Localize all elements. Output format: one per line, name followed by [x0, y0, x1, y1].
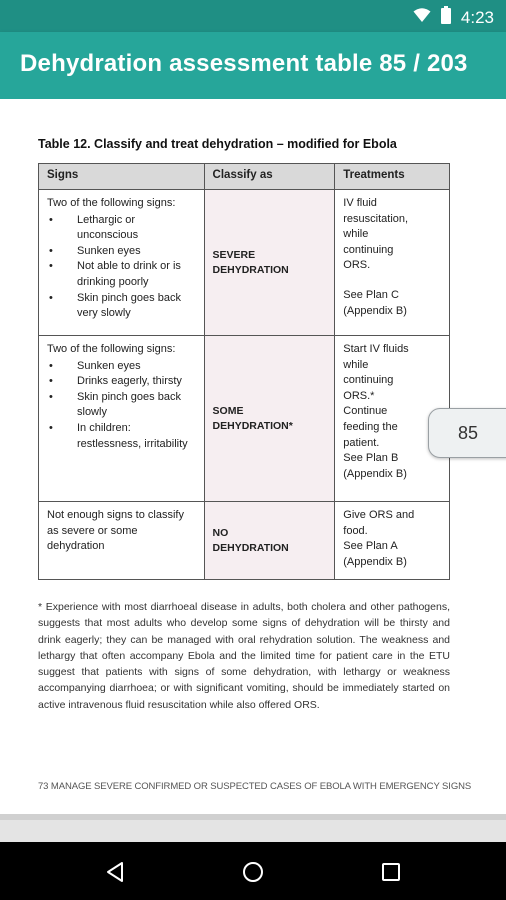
list-item: • Skin pinch goes back slowly	[47, 390, 196, 421]
treatment-line: IV fluid	[343, 197, 377, 209]
app-bar	[0, 32, 506, 99]
treatment-line: ORS.	[343, 259, 371, 272]
treatment-line: Start IV fluids	[343, 343, 409, 355]
treatment-line: Give ORS and	[343, 509, 415, 521]
treatments-cell	[335, 502, 450, 580]
treatment-line: patient.	[343, 436, 380, 449]
list-item: • Skin pinch goes back very slowly	[47, 291, 196, 322]
signs-intro: Not enough signs to classify as severe or some dehydration	[47, 509, 184, 553]
status-time: 4:23	[460, 7, 494, 27]
table-row	[39, 190, 450, 336]
treatment-line: feeding the	[343, 421, 398, 434]
classify-cell	[204, 502, 335, 580]
list-item: • In children: restlessness, irritability	[47, 421, 196, 452]
navigation-bar	[0, 842, 506, 900]
table-row	[39, 336, 450, 502]
treatment-line: See Plan B	[343, 452, 399, 465]
list-item: • Sunken eyes	[47, 244, 196, 260]
treatment-spacer	[343, 274, 441, 288]
page-footer: 73 MANAGE SEVERE CONFIRMED OR SUSPECTED CASES OF EBOLA WITH EMERGENCY SIGNS	[38, 781, 472, 792]
classify-line: DEHYDRATION*	[212, 419, 293, 432]
header-treatments: Treatments	[335, 164, 450, 190]
treatment-line: food.	[343, 524, 368, 537]
status-icons	[413, 6, 494, 29]
page-number-badge[interactable]: 85	[428, 408, 506, 458]
treatment-line: while	[343, 228, 369, 241]
header-classify: Classify as	[204, 164, 335, 190]
treatment-line: See Plan C	[343, 289, 399, 302]
classify-cell	[204, 336, 335, 502]
classify-line: NO	[212, 526, 229, 539]
classify-line: DEHYDRATION	[212, 541, 289, 554]
classify-line: DEHYDRATION	[212, 263, 289, 276]
list-item: • Drinks eagerly, thirsty	[47, 374, 196, 390]
list-item: • Sunken eyes	[47, 359, 196, 375]
page-title: Dehydration assessment table 85 / 203	[20, 50, 468, 77]
status-bar	[0, 0, 506, 32]
signs-intro: Two of the following signs:	[47, 197, 176, 209]
classify-line: SEVERE	[212, 248, 256, 261]
table-header-row	[39, 164, 450, 190]
treatment-line: See Plan A	[343, 540, 398, 553]
dehydration-table	[38, 163, 450, 580]
treatment-line: continuing	[343, 243, 394, 256]
treatment-line: (Appendix B)	[343, 467, 407, 480]
recents-icon[interactable]	[378, 859, 404, 885]
treatment-line: continuing	[343, 374, 394, 387]
treatment-line: while	[343, 358, 369, 371]
treatment-line: (Appendix B)	[343, 304, 407, 317]
wifi-icon	[413, 7, 431, 28]
signs-intro: Two of the following signs:	[47, 343, 176, 355]
signs-cell	[39, 190, 205, 336]
classify-cell	[204, 190, 335, 336]
signs-cell	[39, 336, 205, 502]
header-signs: Signs	[39, 164, 205, 190]
treatment-line: (Appendix B)	[343, 555, 407, 568]
document-page[interactable]	[0, 99, 506, 814]
signs-list	[47, 213, 196, 322]
list-item: • Lethargic or unconscious	[47, 213, 196, 244]
treatment-line: resuscitation,	[343, 212, 409, 225]
treatment-line: Continue	[343, 405, 388, 418]
back-icon[interactable]	[102, 859, 128, 885]
table-row	[39, 502, 450, 580]
home-icon[interactable]	[240, 859, 266, 885]
treatment-line: ORS.*	[343, 389, 375, 402]
classify-line: SOME	[212, 404, 244, 417]
list-item: • Not able to drink or is drinking poorly	[47, 259, 196, 290]
treatments-cell	[335, 190, 450, 336]
battery-icon	[441, 6, 451, 29]
signs-cell	[39, 502, 205, 580]
page-bottom-strip	[0, 814, 506, 842]
signs-list	[47, 359, 196, 453]
table-caption: Table 12. Classify and treat dehydration – modified for Ebola	[38, 137, 397, 151]
footnote: * Experience with most diarrhoeal disease in adults, both cholera and other pathogens, suggests that most adults who develop some signs of dehydration will be thirsty and drink eagerly; they can be managed with oral rehydration solution. The weakness and lethargy that often accompany Ebola and the limited time for patient care in the ETU suggest that patients with signs of some dehydration, with lethargy or weakness accompanying diarrhoea; or with significant vomiting, should be immediately started on active intravenous fluid resuscitation while also offered ORS.	[38, 601, 450, 711]
